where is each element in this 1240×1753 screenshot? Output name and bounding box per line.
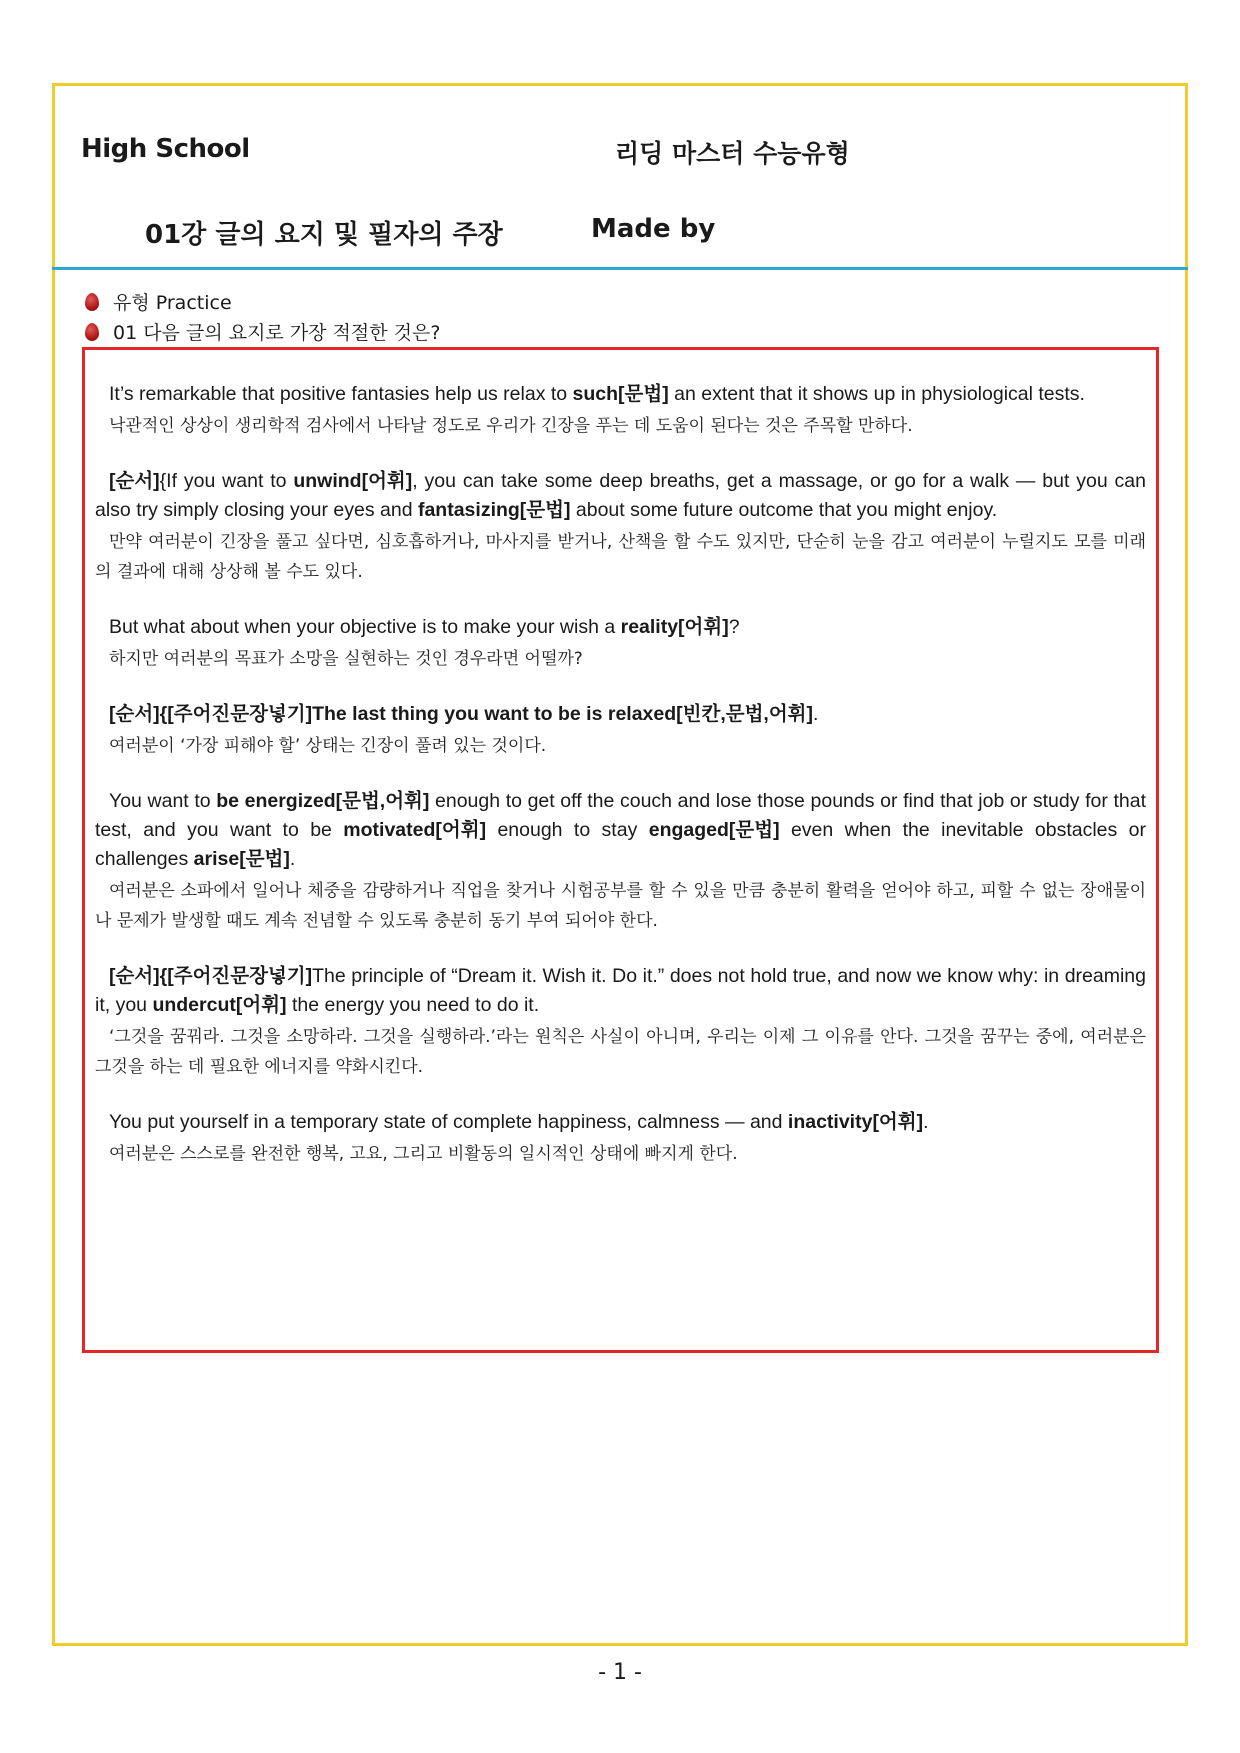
- made-by-label: Made by: [591, 214, 716, 244]
- sentence-block-7: [95, 1108, 1146, 1169]
- page-frame: [52, 83, 1188, 1646]
- series-title: 리딩 마스터 수능유형: [615, 139, 850, 168]
- bullet-icon: [85, 323, 99, 341]
- english-sentence: It’s remarkable that positive fantasies help us relax to such[문법] an extent that it shows up in physiological tests.: [109, 383, 1085, 405]
- sentence-block-6: [95, 962, 1146, 1082]
- question-tag: [85, 318, 440, 345]
- sentence-block-5: [95, 787, 1146, 936]
- english-sentence: [순서]{[주어진문장넣기]The last thing you want to be is relaxed[빈칸,문법,어휘].: [109, 703, 819, 725]
- level-title: High School: [81, 134, 250, 164]
- header-divider: [52, 267, 1188, 270]
- bullet-icon: [85, 293, 99, 311]
- korean-translation: 여러분은 소파에서 일어나 체중을 감량하거나 직업을 찾거나 시험공부를 할 수 있을 만큼 충분히 활력을 얻어야 하고, 피할 수 없는 장애물이나 문제가 발생할 때도 계속 전념할 수 있도록 충분히 동기 부여 되어야 한다.: [95, 881, 1146, 931]
- sentence-block-3: [95, 613, 1146, 674]
- korean-translation: 여러분은 스스로를 완전한 행복, 고요, 그리고 비활동의 일시적인 상태에 빠지게 한다.: [109, 1144, 738, 1164]
- type-label: 유형 Practice: [113, 292, 232, 314]
- korean-translation: 만약 여러분이 긴장을 풀고 싶다면, 심호흡하거나, 마사지를 받거나, 산책을 할 수도 있지만, 단순히 눈을 감고 여러분이 누릴지도 모를 미래의 결과에 대해 상상해 볼 수도 있다.: [95, 532, 1146, 582]
- english-sentence: You put yourself in a temporary state of complete happiness, calmness — and inactivity[어휘].: [109, 1111, 929, 1133]
- korean-translation: ‘그것을 꿈꿔라. 그것을 소망하라. 그것을 실행하라.’라는 원칙은 사실이 아니며, 우리는 이제 그 이유를 안다. 그것을 꿈꾸는 중에, 여러분은 그것을 하는 데 필요한 에너지를 약화시킨다.: [95, 1027, 1146, 1077]
- type-tag: [85, 288, 232, 315]
- sentence-block-2: [95, 467, 1146, 587]
- sentence-block-1: [95, 380, 1146, 441]
- question-label: 01 다음 글의 요지로 가장 적절한 것은?: [113, 322, 441, 344]
- english-sentence: [순서]{[주어진문장넣기]The principle of “Dream it. Wish it. Do it.” does not hold true, and now we know why: in dreaming it, you undercut[어휘] the energy you need to do it.: [95, 965, 1146, 1016]
- lesson-title: 01강 글의 요지 및 필자의 주장: [145, 220, 503, 250]
- english-sentence: You want to be energized[문법,어휘] enough to get off the couch and lose those pounds or find that job or study for that test, and you want to be motivated[어휘] enough to stay engaged[문법] even when the inevitable obstacles or challenges arise[문법].: [95, 790, 1147, 870]
- korean-translation: 여러분이 ‘가장 피해야 할’ 상태는 긴장이 풀려 있는 것이다.: [109, 736, 547, 756]
- korean-translation: 하지만 여러분의 목표가 소망을 실현하는 것인 경우라면 어떨까?: [109, 649, 583, 669]
- passage-box: [82, 347, 1159, 1353]
- sentence-block-4: [95, 700, 1146, 761]
- page-number: - 1 -: [598, 1660, 642, 1685]
- english-sentence: [순서]{If you want to unwind[어휘], you can take some deep breaths, get a massage, or go for a walk — but you can also try simply closing your eyes and fantasizing[문법] about some future outcome that you might enjoy.: [95, 470, 1146, 521]
- english-sentence: But what about when your objective is to make your wish a reality[어휘]?: [109, 616, 740, 638]
- korean-translation: 낙관적인 상상이 생리학적 검사에서 나타날 정도로 우리가 긴장을 푸는 데 도움이 된다는 것은 주목할 만하다.: [109, 416, 913, 436]
